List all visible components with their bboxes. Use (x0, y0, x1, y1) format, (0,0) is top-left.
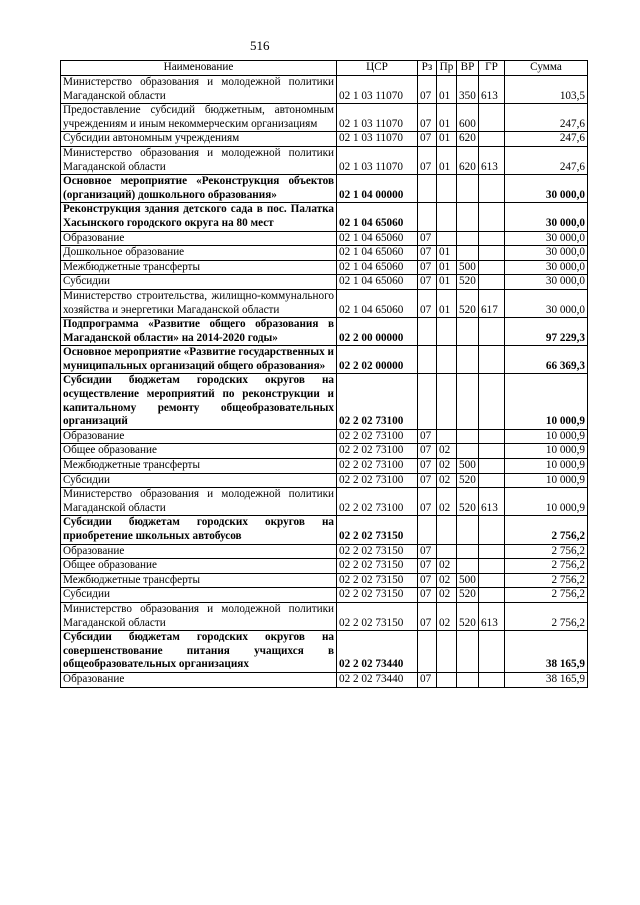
cell-vr: 620 (457, 132, 479, 147)
cell-name: Субсидии бюджетам городских округов на осуществление мероприятий по реконструкции и капитальному ремонту общеобразовательных организаций (61, 374, 337, 429)
header-name: Наименование (61, 61, 337, 76)
cell-name: Министерство образования и молодежной политики Магаданской области (61, 146, 337, 174)
cell-pr: 02 (437, 559, 457, 574)
cell-name: Субсидии автономным учреждениям (61, 132, 337, 147)
cell-pr (437, 374, 457, 429)
cell-gr (479, 374, 505, 429)
cell-sum: 30 000,0 (505, 203, 588, 231)
cell-name: Субсидии бюджетам городских округов на приобретение школьных автобусов (61, 516, 337, 544)
cell-csr: 02 2 00 00000 (337, 318, 418, 346)
cell-rz: 07 (418, 104, 437, 132)
cell-csr: 02 2 02 73150 (337, 544, 418, 559)
cell-sum: 2 756,2 (505, 602, 588, 630)
cell-rz: 07 (418, 146, 437, 174)
cell-sum: 10 000,9 (505, 429, 588, 444)
cell-csr: 02 2 02 73150 (337, 588, 418, 603)
cell-pr: 01 (437, 76, 457, 104)
cell-gr (479, 573, 505, 588)
cell-pr: 02 (437, 573, 457, 588)
cell-gr (479, 516, 505, 544)
cell-pr: 01 (437, 260, 457, 275)
cell-gr (479, 104, 505, 132)
cell-pr (437, 231, 457, 246)
cell-vr (457, 672, 479, 687)
table-row (61, 346, 588, 374)
header-sum: Сумма (505, 61, 588, 76)
cell-vr: 500 (457, 260, 479, 275)
cell-rz: 07 (418, 588, 437, 603)
cell-sum: 10 000,9 (505, 473, 588, 488)
cell-pr: 02 (437, 602, 457, 630)
cell-rz (418, 175, 437, 203)
cell-csr: 02 1 04 00000 (337, 175, 418, 203)
cell-vr: 350 (457, 76, 479, 104)
cell-rz: 07 (418, 459, 437, 474)
cell-pr: 01 (437, 132, 457, 147)
cell-rz: 07 (418, 559, 437, 574)
cell-name: Общее образование (61, 559, 337, 574)
cell-csr: 02 2 02 73100 (337, 459, 418, 474)
cell-rz: 07 (418, 602, 437, 630)
cell-sum: 30 000,0 (505, 231, 588, 246)
cell-name: Реконструкция здания детского сада в пос. Палатка Хасынского городского округа на 80 мест (61, 203, 337, 231)
cell-pr: 01 (437, 275, 457, 290)
cell-sum: 2 756,2 (505, 588, 588, 603)
cell-sum: 2 756,2 (505, 516, 588, 544)
cell-rz: 07 (418, 544, 437, 559)
cell-gr (479, 175, 505, 203)
cell-vr (457, 559, 479, 574)
cell-name: Субсидии бюджетам городских округов на совершенствование питания учащихся в общеобразовательных организациях (61, 631, 337, 673)
cell-pr: 02 (437, 459, 457, 474)
cell-sum: 103,5 (505, 76, 588, 104)
cell-sum: 30 000,0 (505, 246, 588, 261)
cell-csr: 02 2 02 73100 (337, 429, 418, 444)
cell-csr: 02 2 02 73100 (337, 444, 418, 459)
table-row (61, 275, 588, 290)
cell-vr: 600 (457, 104, 479, 132)
cell-name: Министерство образования и молодежной политики Магаданской области (61, 602, 337, 630)
cell-sum: 10 000,9 (505, 444, 588, 459)
table-row (61, 203, 588, 231)
header-rz: Рз (418, 61, 437, 76)
cell-rz: 07 (418, 444, 437, 459)
cell-sum: 247,6 (505, 132, 588, 147)
cell-vr (457, 246, 479, 261)
table-row (61, 602, 588, 630)
cell-gr (479, 275, 505, 290)
cell-name: Межбюджетные трансферты (61, 260, 337, 275)
cell-gr: 613 (479, 488, 505, 516)
cell-sum: 30 000,0 (505, 289, 588, 317)
cell-rz (418, 631, 437, 673)
cell-vr: 520 (457, 602, 479, 630)
cell-name: Субсидии (61, 473, 337, 488)
table-row (61, 429, 588, 444)
cell-vr: 620 (457, 146, 479, 174)
cell-gr (479, 559, 505, 574)
cell-csr: 02 1 04 65060 (337, 231, 418, 246)
cell-sum: 38 165,9 (505, 631, 588, 673)
cell-csr: 02 2 02 73440 (337, 631, 418, 673)
table-row (61, 559, 588, 574)
cell-pr (437, 318, 457, 346)
cell-name: Министерство строительства, жилищно-коммунального хозяйства и энергетики Магаданской области (61, 289, 337, 317)
cell-csr: 02 1 03 11070 (337, 104, 418, 132)
cell-pr: 01 (437, 104, 457, 132)
cell-name: Межбюджетные трансферты (61, 459, 337, 474)
cell-vr (457, 429, 479, 444)
cell-csr: 02 2 02 73150 (337, 573, 418, 588)
cell-csr: 02 1 04 65060 (337, 203, 418, 231)
cell-rz (418, 516, 437, 544)
table-row (61, 76, 588, 104)
cell-sum: 2 756,2 (505, 573, 588, 588)
cell-gr (479, 429, 505, 444)
cell-csr: 02 1 04 65060 (337, 260, 418, 275)
table-row (61, 573, 588, 588)
cell-rz: 07 (418, 132, 437, 147)
cell-gr (479, 260, 505, 275)
header-pr: Пр (437, 61, 457, 76)
cell-csr: 02 1 03 11070 (337, 146, 418, 174)
cell-name: Министерство образования и молодежной политики Магаданской области (61, 488, 337, 516)
cell-name: Образование (61, 544, 337, 559)
table-row (61, 175, 588, 203)
table-row (61, 516, 588, 544)
cell-rz: 07 (418, 246, 437, 261)
cell-rz: 07 (418, 573, 437, 588)
table-row (61, 444, 588, 459)
cell-rz: 07 (418, 231, 437, 246)
cell-rz: 07 (418, 275, 437, 290)
cell-rz (418, 346, 437, 374)
cell-pr: 02 (437, 444, 457, 459)
table-row (61, 146, 588, 174)
table-row (61, 459, 588, 474)
cell-vr: 520 (457, 289, 479, 317)
table-row (61, 132, 588, 147)
cell-vr: 520 (457, 488, 479, 516)
cell-rz (418, 374, 437, 429)
cell-sum: 2 756,2 (505, 559, 588, 574)
header-row (61, 61, 588, 76)
cell-name: Образование (61, 672, 337, 687)
cell-name: Субсидии (61, 275, 337, 290)
header-csr: ЦСР (337, 61, 418, 76)
cell-pr (437, 346, 457, 374)
cell-vr (457, 516, 479, 544)
cell-csr: 02 2 02 73150 (337, 559, 418, 574)
cell-pr: 02 (437, 488, 457, 516)
cell-csr: 02 2 02 73100 (337, 473, 418, 488)
cell-vr (457, 318, 479, 346)
cell-csr: 02 2 02 73150 (337, 516, 418, 544)
cell-name: Предоставление субсидий бюджетным, автономным учреждениям и иным некоммерческим организациям (61, 104, 337, 132)
cell-gr (479, 203, 505, 231)
cell-csr: 02 1 03 11070 (337, 132, 418, 147)
cell-pr: 02 (437, 473, 457, 488)
table-row (61, 544, 588, 559)
header-vr: ВР (457, 61, 479, 76)
table-row (61, 488, 588, 516)
cell-csr: 02 1 04 65060 (337, 289, 418, 317)
cell-vr (457, 374, 479, 429)
cell-rz: 07 (418, 260, 437, 275)
cell-name: Основное мероприятие «Реконструкция объектов (организаций) дошкольного образования» (61, 175, 337, 203)
cell-vr (457, 544, 479, 559)
cell-rz: 07 (418, 76, 437, 104)
cell-rz: 07 (418, 488, 437, 516)
table-row (61, 588, 588, 603)
cell-csr: 02 2 02 73150 (337, 602, 418, 630)
table-body (61, 76, 588, 688)
cell-csr: 02 1 04 65060 (337, 275, 418, 290)
cell-vr: 520 (457, 473, 479, 488)
cell-csr: 02 2 02 73440 (337, 672, 418, 687)
cell-rz: 07 (418, 672, 437, 687)
cell-gr (479, 588, 505, 603)
cell-sum: 97 229,3 (505, 318, 588, 346)
cell-sum: 10 000,9 (505, 459, 588, 474)
cell-gr (479, 132, 505, 147)
cell-name: Общее образование (61, 444, 337, 459)
cell-sum: 38 165,9 (505, 672, 588, 687)
cell-name: Образование (61, 429, 337, 444)
cell-vr (457, 175, 479, 203)
cell-sum: 247,6 (505, 146, 588, 174)
cell-vr: 500 (457, 573, 479, 588)
cell-gr (479, 459, 505, 474)
cell-gr (479, 318, 505, 346)
cell-vr: 500 (457, 459, 479, 474)
cell-pr (437, 429, 457, 444)
cell-pr: 02 (437, 588, 457, 603)
table-row (61, 289, 588, 317)
cell-sum: 10 000,9 (505, 374, 588, 429)
cell-sum: 30 000,0 (505, 275, 588, 290)
cell-rz: 07 (418, 289, 437, 317)
cell-csr: 02 2 02 73100 (337, 374, 418, 429)
cell-vr (457, 444, 479, 459)
cell-gr (479, 544, 505, 559)
cell-gr (479, 444, 505, 459)
table-row (61, 231, 588, 246)
cell-gr (479, 231, 505, 246)
cell-vr: 520 (457, 588, 479, 603)
cell-pr: 01 (437, 289, 457, 317)
header-gr: ГР (479, 61, 505, 76)
cell-csr: 02 2 02 73100 (337, 488, 418, 516)
cell-gr (479, 672, 505, 687)
table-row (61, 246, 588, 261)
cell-rz (418, 203, 437, 231)
cell-gr (479, 631, 505, 673)
budget-table (60, 60, 588, 688)
cell-name: Министерство образования и молодежной политики Магаданской области (61, 76, 337, 104)
cell-name: Основное мероприятие «Развитие государственных и муниципальных организаций общего образования» (61, 346, 337, 374)
table-row (61, 631, 588, 673)
cell-name: Образование (61, 231, 337, 246)
cell-vr (457, 231, 479, 246)
cell-pr: 01 (437, 146, 457, 174)
cell-gr (479, 473, 505, 488)
cell-name: Дошкольное образование (61, 246, 337, 261)
cell-gr: 613 (479, 76, 505, 104)
cell-gr: 617 (479, 289, 505, 317)
cell-csr: 02 2 02 00000 (337, 346, 418, 374)
cell-sum: 30 000,0 (505, 260, 588, 275)
cell-gr: 613 (479, 602, 505, 630)
cell-pr (437, 175, 457, 203)
cell-gr (479, 346, 505, 374)
cell-pr: 01 (437, 246, 457, 261)
cell-vr: 520 (457, 275, 479, 290)
cell-sum: 247,6 (505, 104, 588, 132)
cell-vr (457, 203, 479, 231)
table-row (61, 374, 588, 429)
cell-sum: 30 000,0 (505, 175, 588, 203)
cell-pr (437, 631, 457, 673)
cell-name: Подпрограмма «Развитие общего образования в Магаданской области» на 2014-2020 годы» (61, 318, 337, 346)
cell-sum: 66 369,3 (505, 346, 588, 374)
cell-name: Субсидии (61, 588, 337, 603)
page-number: 516 (250, 38, 270, 53)
table-row (61, 104, 588, 132)
cell-vr (457, 346, 479, 374)
cell-gr (479, 246, 505, 261)
cell-sum: 10 000,9 (505, 488, 588, 516)
table-row (61, 318, 588, 346)
cell-gr: 613 (479, 146, 505, 174)
cell-rz: 07 (418, 473, 437, 488)
cell-pr (437, 544, 457, 559)
cell-sum: 2 756,2 (505, 544, 588, 559)
table-row (61, 672, 588, 687)
cell-name: Межбюджетные трансферты (61, 573, 337, 588)
cell-csr: 02 1 03 11070 (337, 76, 418, 104)
cell-rz: 07 (418, 429, 437, 444)
table-row (61, 260, 588, 275)
cell-vr (457, 631, 479, 673)
cell-pr (437, 203, 457, 231)
cell-pr (437, 672, 457, 687)
cell-rz (418, 318, 437, 346)
table-row (61, 473, 588, 488)
cell-pr (437, 516, 457, 544)
cell-csr: 02 1 04 65060 (337, 246, 418, 261)
